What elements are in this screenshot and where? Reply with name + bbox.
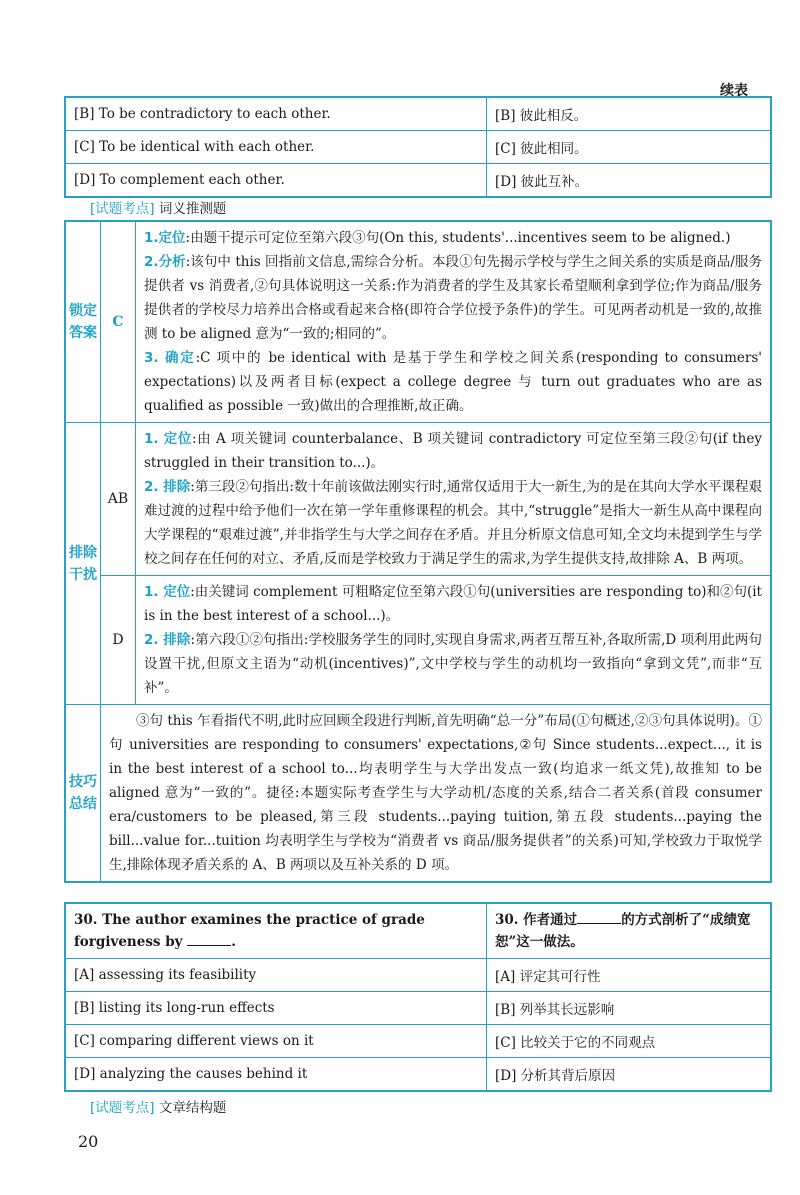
option-en: [A] assessing its feasibility xyxy=(65,959,487,992)
analysis-line: 1. 定位:由关键词 complement 可粗略定位至第六段①句(universities are responding to)和②句(it is in the best interest of a school...)。 xyxy=(144,584,762,624)
skill-body xyxy=(101,705,772,883)
exam-point-tag xyxy=(90,197,226,217)
option-zh: [B] 彼此相反。 xyxy=(487,97,772,131)
option-zh: [A] 评定其可行性 xyxy=(487,959,772,992)
exam-point-label: [试题考点] xyxy=(90,201,155,217)
table-row xyxy=(65,131,771,164)
analysis-table xyxy=(64,220,772,883)
lock-answer-label: 锁定答案 xyxy=(65,221,101,423)
exam-point-label: [试题考点] xyxy=(90,1100,155,1116)
question-stem-row xyxy=(65,903,771,959)
option-en: [B] listing its long-run effects xyxy=(65,992,487,1025)
option-en: [C] To be identical with each other. xyxy=(65,131,487,164)
table-row xyxy=(65,1025,771,1058)
exclude-row-d xyxy=(65,576,771,705)
page-number: 20 xyxy=(78,1132,99,1151)
analysis-line: 1. 定位:由 A 项关键词 counterbalance、B 项关键词 contradictory 可定位至第三段②句(if they struggled in their transition to...)。 xyxy=(144,431,762,471)
option-en: [D] analyzing the causes behind it xyxy=(65,1058,487,1092)
analysis-line: 2. 排除:第六段①②句指出:学校服务学生的同时,实现自身需求,两者互帮互补,各取所需,D 项利用此两句设置干扰,但原文主语为“动机(incentives)”,文中学校与学生的动机均一致指向“拿到文凭”,而非“互补”。 xyxy=(144,632,762,696)
table-row xyxy=(65,992,771,1025)
answer-blank xyxy=(577,911,621,924)
continued-label: 续表 xyxy=(720,83,748,99)
lock-answer-body xyxy=(136,221,772,423)
skill-text: ③句 this 乍看指代不明,此时应回顾全段进行判断,首先明确“总一分”布局(①句概述,②③句具体说明)。①句 universities are responding to consumers' expectations,②句 Since students...expect..., it is in the best interest of a school to...均表明学生与大学出发点一致(均追求一纸文凭),故推知 to be aligned 意为“一致的”。捷径:本题实际考查学生与大学动机/态度的关系,结合二者关系(首段 consumer era/customers to be pleased,第三段 students...paying tuition,第五段 students...paying the bill...value for...tuition 均表明学生与学校为“消费者 vs 商品/服务提供者”的关系)可知,学校致力于取悦学生,排除体现矛盾关系的 A、B 两项以及互补关系的 D 项。 xyxy=(109,713,762,873)
answer-blank xyxy=(187,933,231,946)
option-en: [D] To complement each other. xyxy=(65,164,487,198)
option-zh: [D] 分析其背后原因 xyxy=(487,1058,772,1092)
exclude-body xyxy=(136,576,772,705)
option-zh: [D] 彼此互补。 xyxy=(487,164,772,198)
answer-option: C xyxy=(101,221,136,423)
analysis-line: 1.定位:由题干提示可定位至第六段③句(On this, students'...incentives seem to be aligned.) xyxy=(144,230,731,246)
option-zh: [B] 列举其长远影响 xyxy=(487,992,772,1025)
table-row xyxy=(65,164,771,198)
exclude-option: AB xyxy=(101,423,136,576)
analysis-line: 2.分析:该句中 this 回指前文信息,需综合分析。本段①句先揭示学校与学生之间关系的实质是商品/服务提供者 vs 消费者,②句具体说明这一关系:作为消费者的学生及其家长希望顺利拿到学位;作为商品/服务提供者的学校尽力培养出合格或看起来合格(即符合学位授予条件)的学生。可见两者动机是一致的,故推测 to be aligned 意为“一致的;相同的”。 xyxy=(144,254,762,342)
exam-point-text: 文章结构题 xyxy=(158,1100,227,1116)
analysis-line: 2. 排除:第三段②句指出:数十年前该做法刚实行时,通常仅适用于大一新生,为的是在其向大学水平课程艰难过渡的过程中给予他们一次在第一学年重修课程的机会。其中,“struggle”是指大一新生从高中课程向大学课程的“艰难过渡”,并非指学生与大学之间存在矛盾。并且分析原文信息可知,全文均未提到学生与学校之间存在任何的对立、矛盾,反而是学校致力于满足学生的需求,为学生提供支持,故排除 A、B 两项。 xyxy=(144,479,762,567)
option-zh: [C] 比较关于它的不同观点 xyxy=(487,1025,772,1058)
option-en: [B] To be contradictory to each other. xyxy=(65,97,487,131)
question-stem-zh: 30. 作者通过 的方式剖析了“成绩宽恕”这一做法。 xyxy=(487,903,772,959)
option-zh: [C] 彼此相同。 xyxy=(487,131,772,164)
exam-point-text: 词义推测题 xyxy=(158,201,227,217)
exclude-option: D xyxy=(101,576,136,705)
top-options-table xyxy=(64,96,772,198)
exclude-row-ab xyxy=(65,423,771,576)
exclude-body xyxy=(136,423,772,576)
exam-point-tag xyxy=(90,1096,226,1116)
analysis-line: 3. 确定:C 项中的 be identical with 是基于学生和学校之间关系(responding to consumers' expectations)以及两者目标(expect a college degree 与 turn out graduates who are as qualified as possible 一致)做出的合理推断,故正确。 xyxy=(144,350,762,414)
exclude-label: 排除干扰 xyxy=(65,423,101,705)
table-row xyxy=(65,97,771,131)
lock-answer-row xyxy=(65,221,771,423)
option-en: [C] comparing different views on it xyxy=(65,1025,487,1058)
table-row xyxy=(65,959,771,992)
table-row xyxy=(65,1058,771,1092)
skill-label: 技巧总结 xyxy=(65,705,101,883)
skill-row xyxy=(65,705,771,883)
question-stem-en: 30. The author examines the practice of grade forgiveness by . xyxy=(65,903,487,959)
question-30-table xyxy=(64,902,772,1092)
